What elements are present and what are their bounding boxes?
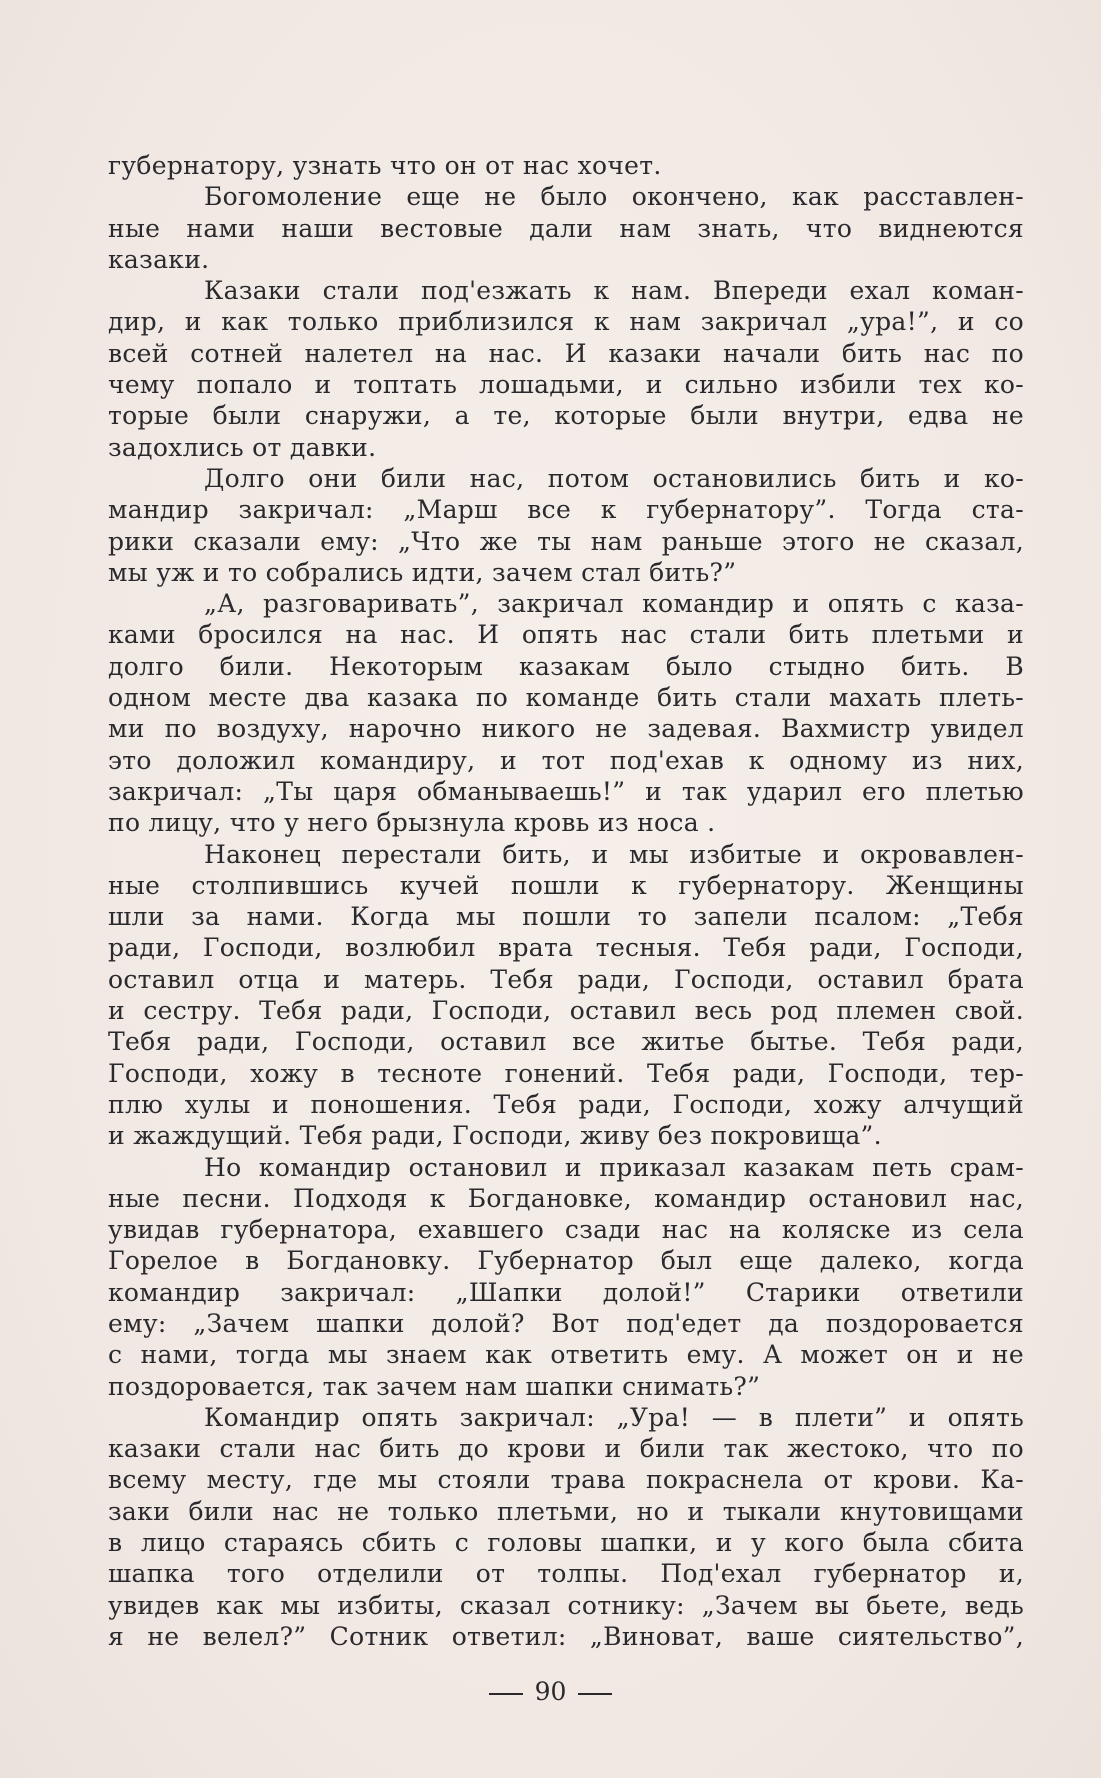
text-line: и жаждущий. Тебя ради, Господи, живу без покровища”. bbox=[108, 1121, 882, 1151]
text-line: губернатору, узнать что он от нас хочет. bbox=[108, 151, 662, 180]
text-line: Долго они били нас, потом остановились бить и ко- bbox=[204, 463, 1024, 493]
text-line: оставил отца и матерь. Тебя ради, Господи, оставил брата bbox=[108, 964, 1024, 994]
text-line: шли за нами. Когда мы пошли то запели псалом: „Тебя bbox=[108, 902, 1024, 932]
text-line: поздоровается, так зачем нам шапки снимать?” bbox=[108, 1371, 761, 1401]
text-line: заки били нас не только плетьми, но и тыкали кнутовищами bbox=[108, 1496, 1024, 1526]
text-line: командир закричал: „Шапки долой!” Старики ответили bbox=[108, 1277, 1024, 1307]
text-line: по лицу, что у него брызнула кровь из носа . bbox=[108, 808, 716, 838]
text-line: одном месте два казака по команде бить стали махать плеть- bbox=[108, 683, 1024, 713]
text-line: „А, разговаривать”, закричал командир и опять с каза- bbox=[204, 589, 1024, 619]
page-number-dash-left bbox=[489, 1693, 523, 1695]
text-line: долго били. Некоторым казакам было стыдно бить. В bbox=[108, 651, 1024, 681]
text-line: дир, и как только приблизился к нам закричал „ура!”, и со bbox=[108, 307, 1024, 337]
text-line: с нами, тогда мы знаем как ответить ему. А может он и не bbox=[108, 1340, 1024, 1370]
text-line: мы уж и то собрались идти, зачем стал бить?” bbox=[108, 557, 737, 587]
page-number bbox=[0, 1677, 1101, 1706]
text-line: Тебя ради, Господи, оставил все житье бытье. Тебя ради, bbox=[108, 1027, 1024, 1057]
text-line: закричал: „Ты царя обманываешь!” и так ударил его плетью bbox=[108, 776, 1024, 806]
text-line: плю хулы и поношения. Тебя ради, Господи, хожу алчущий bbox=[108, 1089, 1024, 1119]
text-line: рики сказали ему: „Что же ты нам раньше этого не сказал, bbox=[108, 526, 1024, 556]
text-line: Богомоление еще не было окончено, как расставлен- bbox=[204, 182, 1024, 212]
text-line: всей сотней налетел на нас. И казаки начали бить нас по bbox=[108, 338, 1024, 368]
text-line: Но командир остановил и приказал казакам петь срам- bbox=[204, 1152, 1024, 1182]
text-line: ные столпившись кучей пошли к губернатору. Женщины bbox=[108, 870, 1024, 900]
text-line: казаки стали нас бить до крови и били так жестоко, что по bbox=[108, 1434, 1024, 1464]
text-line: это доложил командиру, и тот под'ехав к одному из них, bbox=[108, 745, 1024, 775]
text-line: торые были снаружи, а те, которые были внутри, едва не bbox=[108, 401, 1024, 431]
text-line: чему попало и топтать лошадьми, и сильно избили тех ко- bbox=[108, 370, 1024, 400]
text-line: всему месту, где мы стояли трава покраснела от крови. Ка- bbox=[108, 1465, 1024, 1495]
text-line: в лицо стараясь сбить с головы шапки, и у кого была сбита bbox=[108, 1528, 1024, 1558]
text-line: я не велел?” Сотник ответил: „Виноват, ваше сиятельство”, bbox=[108, 1621, 1024, 1651]
text-line: Казаки стали под'езжать к нам. Впереди ехал коман- bbox=[204, 276, 1024, 306]
text-line: и сестру. Тебя ради, Господи, оставил весь род племен свой. bbox=[108, 996, 1024, 1026]
text-line: ками бросился на нас. И опять нас стали бить плетьми и bbox=[108, 620, 1024, 650]
text-line: задохлись от давки. bbox=[108, 432, 377, 462]
text-line: казаки. bbox=[108, 244, 210, 274]
text-line: ные песни. Подходя к Богдановке, командир остановил нас, bbox=[108, 1183, 1024, 1213]
text-line: мандир закричал: „Марш все к губернатору”. Тогда ста- bbox=[108, 495, 1024, 525]
text-line: ради, Господи, возлюбил врата тесныя. Тебя ради, Господи, bbox=[108, 933, 1024, 963]
text-line: ные нами наши вестовые дали нам знать, что виднеются bbox=[108, 213, 1024, 243]
text-line: увидев как мы избиты, сказал сотнику: „Зачем вы бьете, ведь bbox=[108, 1590, 1024, 1620]
text-line: Господи, хожу в тесноте гонений. Тебя ради, Господи, тер- bbox=[108, 1058, 1024, 1088]
text-line: увидав губернатора, ехавшего сзади нас на коляске из села bbox=[108, 1215, 1024, 1245]
page-number-value: 90 bbox=[534, 1677, 567, 1706]
text-line: ми по воздуху, нарочно никого не задевая. Вахмистр увидел bbox=[108, 714, 1024, 744]
text-line: шапка того отделили от толпы. Под'ехал губернатор и, bbox=[108, 1559, 1024, 1589]
text-line: Командир опять закричал: „Ура! — в плети” и опять bbox=[204, 1402, 1024, 1432]
page-number-dash-right bbox=[578, 1693, 612, 1695]
page-body-text bbox=[108, 150, 1024, 1652]
text-line: Наконец перестали бить, и мы избитые и окровавлен- bbox=[204, 839, 1024, 869]
text-line: ему: „Зачем шапки долой? Вот под'едет да поздоровается bbox=[108, 1308, 1024, 1338]
text-line: Горелое в Богдановку. Губернатор был еще далеко, когда bbox=[108, 1246, 1024, 1276]
